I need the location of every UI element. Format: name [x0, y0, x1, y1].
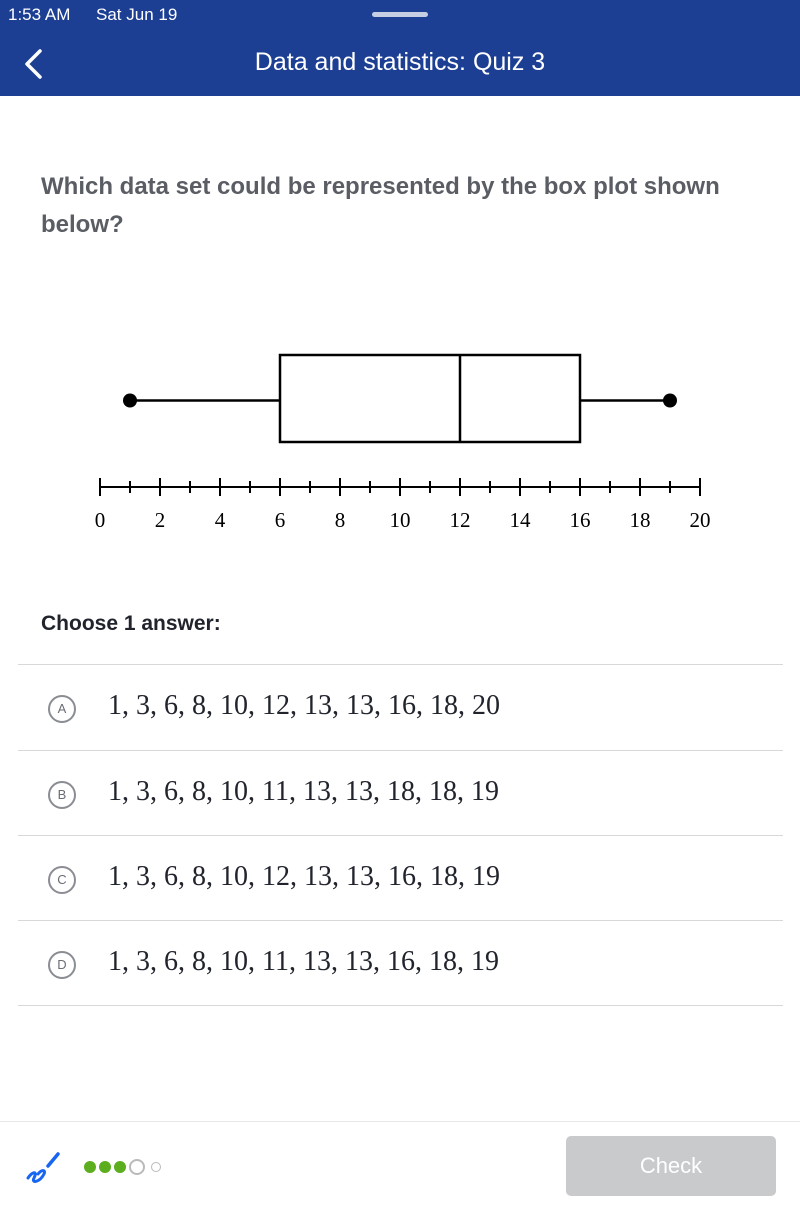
choice-text: 1, 3, 6, 8, 10, 12, 13, 13, 16, 18, 20 — [108, 690, 500, 721]
tick-label: 14 — [509, 508, 531, 532]
choice-letter-badge: C — [48, 866, 76, 894]
min-point — [123, 394, 137, 408]
status-date: Sat Jun 19 — [96, 5, 178, 24]
choice-letter-badge: A — [48, 695, 76, 723]
tick-label: 12 — [449, 508, 471, 532]
box-plot — [80, 330, 730, 550]
progress-indicator — [84, 1158, 161, 1176]
answer-choice-d[interactable] — [18, 921, 783, 1006]
interquartile-box — [280, 355, 580, 442]
check-button[interactable]: Check — [566, 1136, 776, 1196]
choice-text: 1, 3, 6, 8, 10, 12, 13, 13, 16, 18, 19 — [108, 861, 500, 892]
tick-label: 18 — [629, 508, 651, 532]
choose-label: Choose 1 answer: — [41, 612, 221, 635]
answer-choice-b[interactable] — [18, 751, 783, 836]
progress-dot-complete — [99, 1161, 111, 1173]
top-bar — [0, 0, 800, 96]
tick-label: 20 — [689, 508, 711, 532]
page-title: Data and statistics: Quiz 3 — [254, 48, 546, 76]
tick-label: 2 — [154, 508, 166, 532]
answer-choice-a[interactable] — [18, 665, 783, 750]
choice-letter-badge: B — [48, 781, 76, 809]
divider — [18, 1005, 783, 1006]
scratchpad-button[interactable] — [22, 1148, 62, 1188]
progress-dot-complete — [84, 1161, 96, 1173]
progress-dot-complete — [114, 1161, 126, 1173]
choice-text: 1, 3, 6, 8, 10, 11, 13, 13, 16, 18, 19 — [108, 946, 499, 977]
question-text: Which data set could be represented by the box plot shown below? — [41, 173, 720, 238]
progress-dot-remaining — [151, 1162, 161, 1172]
choice-text: 1, 3, 6, 8, 10, 11, 13, 13, 18, 18, 19 — [108, 776, 499, 807]
footer-divider — [0, 1121, 800, 1122]
status-time: 1:53 AM — [8, 5, 71, 24]
choice-letter-badge: D — [48, 951, 76, 979]
progress-dot-current — [129, 1159, 145, 1175]
tick-label: 10 — [389, 508, 411, 532]
answer-choice-c[interactable] — [18, 836, 783, 921]
max-point — [663, 394, 677, 408]
pencil-icon — [22, 1148, 62, 1188]
tick-label: 16 — [569, 508, 591, 532]
tick-label: 4 — [214, 508, 226, 532]
tick-label: 8 — [334, 508, 346, 532]
multitask-handle[interactable] — [372, 12, 428, 17]
tick-label: 0 — [94, 508, 106, 532]
tick-label: 6 — [274, 508, 286, 532]
